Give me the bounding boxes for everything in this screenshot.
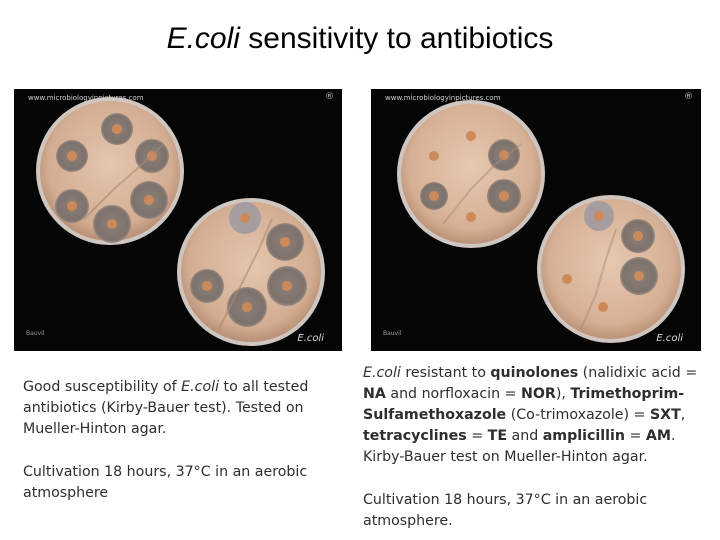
antibiotic-code: AM xyxy=(645,428,671,444)
photo-resistant xyxy=(371,89,701,351)
watermark-url: www.microbiologyinpictures.com xyxy=(28,94,144,102)
caption-text: = xyxy=(466,428,488,444)
registered-mark: ® xyxy=(684,92,693,102)
slide-title xyxy=(0,22,720,56)
caption-cultivation: Cultivation 18 hours, 37°C in an aerobic atmosphere xyxy=(23,464,308,501)
antibiotic-code: SXT xyxy=(649,407,681,423)
author-signature: Bauvil xyxy=(26,330,45,337)
petri-dishes-susceptible xyxy=(14,89,342,351)
species-label: E.coli xyxy=(656,333,683,344)
caption-text: . Kirby-Bauer test on Mueller-Hinton agar. xyxy=(363,428,676,465)
caption-text: (nalidixic acid = xyxy=(578,365,698,381)
antibiotic-code: NA xyxy=(363,386,386,402)
caption-text: Good susceptibility of xyxy=(23,379,182,395)
registered-mark: ® xyxy=(325,92,334,102)
caption-resistant xyxy=(363,363,713,532)
caption-text: and xyxy=(507,428,543,444)
caption-text: to all tested antibiotics (Kirby-Bauer test). Tested on Mueller-Hinton agar. xyxy=(23,379,309,437)
antibiotic-code: TE xyxy=(487,428,508,444)
antibiotic-class: amplicillin xyxy=(542,428,625,444)
title-text: sensitivity to antibiotics xyxy=(239,22,554,55)
author-signature: Bauvil xyxy=(383,330,402,337)
caption-text: resistant to xyxy=(400,365,491,381)
antibiotic-class: quinolones xyxy=(490,365,579,381)
caption-paragraph xyxy=(23,377,323,440)
caption-text: , xyxy=(680,407,686,423)
watermark-url: www.microbiologyinpictures.com xyxy=(385,94,501,102)
antibiotic-class: tetracyclines xyxy=(363,428,467,444)
caption-text: and norfloxacin = xyxy=(385,386,521,402)
caption-species: E.coli xyxy=(181,379,220,395)
caption-paragraph xyxy=(363,363,713,468)
caption-species: E.coli xyxy=(363,365,401,381)
caption-susceptible xyxy=(23,377,323,504)
species-label: E.coli xyxy=(297,333,324,344)
antibiotic-code: NOR xyxy=(521,386,556,402)
photo-susceptible xyxy=(14,89,342,351)
caption-text: ), xyxy=(555,386,571,402)
caption-text: = xyxy=(624,428,646,444)
caption-text: (Co-trimoxazole) = xyxy=(506,407,650,423)
antibiotic-class: Trimethoprim-Sulfamethoxazole xyxy=(363,386,685,423)
title-species: E.coli xyxy=(166,22,240,55)
caption-cultivation: Cultivation 18 hours, 37°C in an aerobic atmosphere. xyxy=(363,492,648,529)
petri-dish-agar xyxy=(401,104,541,244)
petri-dishes-resistant xyxy=(371,89,701,351)
